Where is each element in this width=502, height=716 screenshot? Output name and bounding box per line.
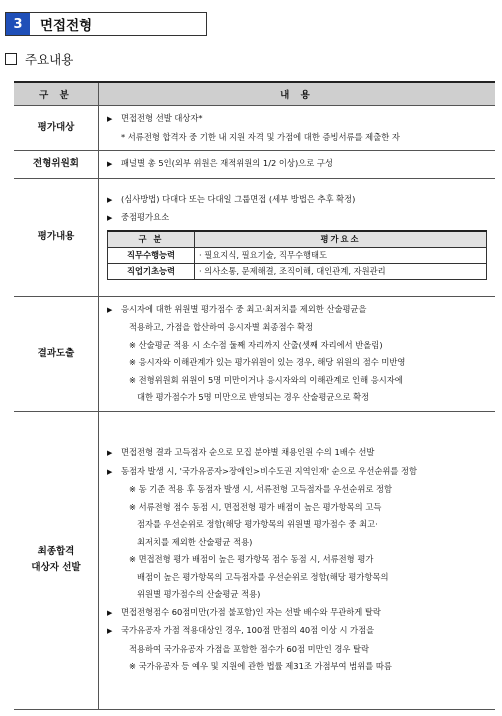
table-header-row — [14, 82, 495, 106]
triangle-right-icon: ▶ — [107, 115, 113, 123]
triangle-right-icon: ▶ — [107, 195, 113, 204]
row-label: 평가내용 — [14, 178, 99, 296]
table-row — [14, 151, 495, 179]
content-table-wrapper — [14, 81, 495, 710]
table-row — [14, 296, 495, 411]
triangle-right-icon: ▶ — [107, 627, 113, 636]
inner-row: 직업기초능력 · 의사소통, 문제해결, 조직이해, 대인관계, 자원관리 — [108, 263, 487, 279]
triangle-right-icon: ▶ — [107, 214, 113, 222]
row-content: ▶ 패널별 총 5인(외부 위원은 재적위원의 1/2 이상)으로 구성 — [99, 151, 496, 179]
row-content: ▶ 면접전형 선발 대상자* * 서류전형 합격자 중 기한 내 지원 자격 및 가점에 대한 증빙서류를 제출한 자 — [99, 106, 496, 151]
section-number-badge: 3 — [6, 13, 30, 35]
inner-row: 직무수행능력 · 필요지식, 필요기술, 직무수행태도 — [108, 247, 487, 263]
row-content: ▶ 면접전형 결과 고득점자 순으로 모집 분야별 채용인원 수의 1배수 선발 ▶ 동점자 발생 시, '국가유공자>장애인>비수도권 지역인재' 순으로 우선순위를 정함 ※ 동 기준 적용 후 동점자 발생 시, 서류전형 고득점자를 우선순위로 정함 ※ 서류전형 점수 동점 시, 면접전형 평가 배점이 높은 평가항목의 고득 점자를 우선순위로 정함(해당 평가항목의 위원별 평가점수 중 최고· 최저치를 제외한 산술평균 적용) ※ 면접전형 평가 배점이 높은 평가항목 점수 동점 시, 서류전형 평가 배점이 높은 평가항목의 고득점자를 우선순위로 정함(해당 평가항목의 위원별 평가점수의 산술평균 적용) ▶ 면접전형점수 60점미만(가점 불포함)인 자는 선발 배수와 무관하게 탈락 ▶ 국가유공자 가점 적용대상인 경우, 100점 만점의 40점 이상 시 가점을 적용하여 국가유공자 가점을 포함한 점수가 60점 미만인 경우 탈락 ※ 국가유공자 등 예우 및 지원에 관한 법률 제31조 가점부여 범위를 따름 — [99, 411, 496, 709]
table-row — [14, 411, 495, 709]
table-row — [14, 178, 495, 296]
section-title: 면접전형 — [40, 18, 93, 34]
triangle-right-icon: ▶ — [107, 608, 113, 617]
row-label: 전형위원회 — [14, 151, 99, 179]
row-label: 결과도출 — [14, 296, 99, 411]
row-label: 최종합격 대상자 선발 — [14, 411, 99, 709]
row-content: ▶ 응시자에 대한 위원별 평가점수 중 최고·최저치를 제외한 산술평균을 적용하고, 가점을 합산하여 응시자별 최종점수 확정 ※ 산술평균 적용 시 소수점 둘째 자리까지 산출(셋째 자리에서 반올림) ※ 응시자와 이해관계가 있는 평가위원이 있는 경우, 해당 위원의 점수 미반영 ※ 전형위원회 위원이 5명 미만이거나 응시자와의 이해관계로 인해 응시자에 대한 평가점수가 5명 미만으로 반영되는 경우 산술평균으로 확정 — [99, 296, 496, 411]
header-category: 구 분 — [14, 82, 99, 106]
inner-header-row: 구 분 평가요소 — [108, 231, 487, 248]
triangle-right-icon: ▶ — [107, 305, 113, 314]
empty-square-icon — [5, 53, 17, 65]
row-content: ▶ (심사방법) 다대다 또는 다대일 그룹면접 (세부 방법은 추후 확정) ▶ 중점평가요소 구 분 평가요소 직무수행능력 · 필요지식, 필요기술, 직무수행태도 직업기초능력 · 의사소통, 문제해결, 조직이해, 대인관계, 자원관리 — [99, 178, 496, 296]
triangle-right-icon: ▶ — [107, 160, 113, 168]
subsection-header — [5, 50, 73, 68]
triangle-right-icon: ▶ — [107, 467, 113, 476]
content-table — [14, 81, 495, 710]
evaluation-factors-table — [107, 230, 487, 280]
triangle-right-icon: ▶ — [107, 449, 113, 458]
subsection-title: 주요내용 — [25, 52, 74, 67]
section-header — [5, 12, 207, 36]
table-row — [14, 106, 495, 151]
row-label: 평가대상 — [14, 106, 99, 151]
header-content: 내 용 — [99, 82, 496, 106]
